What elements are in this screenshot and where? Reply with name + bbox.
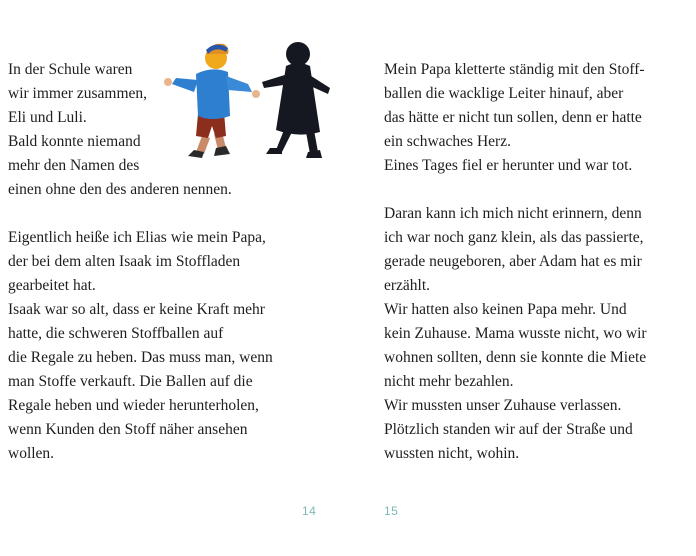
text-line: erzählt. [384,277,431,294]
text-line: Wir mussten unser Zuhause verlassen. [384,397,622,414]
text-line: wussten nicht, wohin. [384,445,520,462]
text-line: Plötzlich standen wir auf der Straße und [384,421,633,438]
text-line: die Regale zu heben. Das muss man, wenn [8,349,273,366]
page-number-left: 14 [302,504,317,518]
text-line: das hätte er nicht tun sollen, denn er hatte [384,109,642,126]
boy-figure [164,44,260,158]
text-line: nicht mehr bezahlen. [384,373,514,390]
text-line: gearbeitet hat. [8,277,96,294]
page-number-right: 15 [384,504,399,518]
text-line: wollen. [8,445,55,462]
text-line: der bei dem alten Isaak im Stoffladen [8,253,241,270]
text-line: wenn Kunden den Stoff näher ansehen [8,421,248,438]
text-line: wohnen sollten, denn sie konnte die Miete [384,349,647,366]
text-line: Wir hatten also keinen Papa mehr. Und [384,301,627,318]
text-line: man Stoffe verkauft. Die Ballen auf die [8,373,253,390]
text-line: In der Schule waren [8,61,133,78]
text-line: ein schwaches Herz. [384,133,511,150]
text-line: kein Zuhause. Mama wusste nicht, wo wir [384,325,647,342]
shadow-figure [262,42,330,158]
text-line: einen ohne den des anderen nennen. [8,181,232,198]
text-line: ballen die wacklige Leiter hinauf, aber [384,85,624,102]
text-line: mehr den Namen des [8,157,140,174]
text-line: Eines Tages fiel er herunter und war tot. [384,157,633,174]
children-running-illustration [158,34,338,166]
text-line: Eli und Luli. [8,109,87,126]
text-line: Mein Papa kletterte ständig mit den Stoff- [384,61,645,78]
text-line: ich war noch ganz klein, als das passierte, [384,229,644,246]
text-line: wir immer zusammen, [8,85,148,102]
text-line: Eigentlich heiße ich Elias wie mein Papa, [8,229,266,246]
text-line: gerade neugeboren, aber Adam hat es mir [384,253,642,270]
text-line: hatte, die schweren Stoffballen auf [8,325,224,342]
right-page [348,0,696,556]
text-line: Isaak war so alt, dass er keine Kraft mehr [8,301,265,318]
text-line: Regale heben und wieder herunterholen, [8,397,259,414]
text-line: Bald konnte niemand [8,133,141,150]
text-line: Daran kann ich mich nicht erinnern, denn [384,205,642,222]
